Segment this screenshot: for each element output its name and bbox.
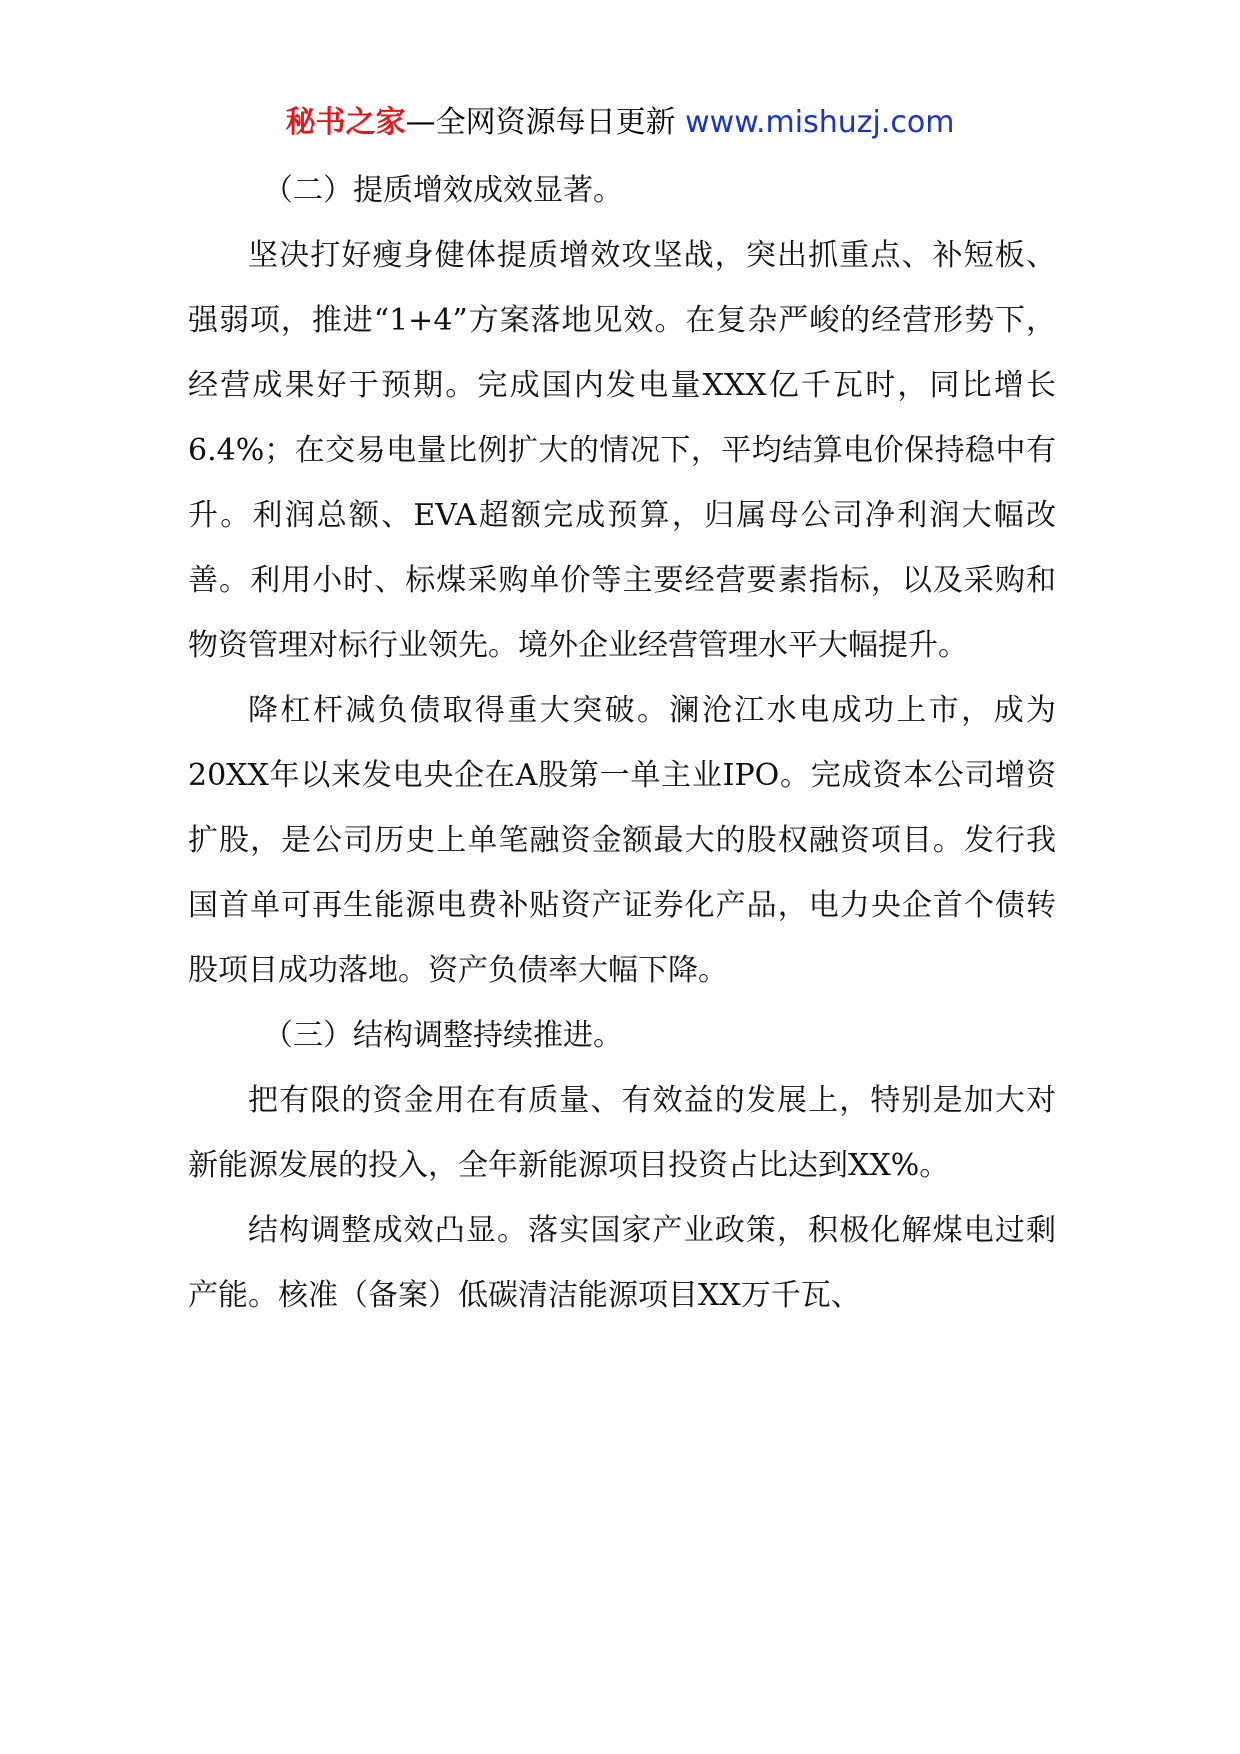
paragraph-investment: 把有限的资金用在有质量、有效益的发展上，特别是加大对新能源发展的投入，全年新能源项目投资占比达到XX%。 bbox=[188, 1083, 1056, 1183]
paragraph-deleveraging: 降杠杆减负债取得重大突破。澜沧江水电成功上市，成为20XX年以来发电央企在A股第一单主业IPO。完成资本公司增资扩股，是公司历史上单笔融资金额最大的股权融资项目。发行我国首单可再生能源电费补贴资产证券化产品，电力央企首个债转股项目成功落地。资产负债率大幅下降。 bbox=[188, 693, 1056, 988]
header-slogan: —全网资源每日更新 bbox=[405, 105, 676, 140]
paragraph-structure: 结构调整成效凸显。落实国家产业政策，积极化解煤电过剩产能。核准（备案）低碳清洁能源项目XX万千瓦、 bbox=[188, 1213, 1056, 1313]
brand-name: 秘书之家 bbox=[285, 105, 406, 140]
document-body bbox=[188, 158, 1056, 1328]
section-heading-2: （二）提质增效成效显著。 bbox=[263, 173, 623, 208]
website-link[interactable]: www.mishuzj.com bbox=[685, 105, 955, 140]
section-heading-3: （三）结构调整持续推进。 bbox=[263, 1018, 623, 1053]
page-header bbox=[0, 100, 1240, 146]
paragraph-efficiency: 坚决打好瘦身健体提质增效攻坚战，突出抓重点、补短板、强弱项，推进“1+4”方案落地见效。在复杂严峻的经营形势下，经营成果好于预期。完成国内发电量XXX亿千瓦时，同比增长6.4%；在交易电量比例扩大的情况下，平均结算电价保持稳中有升。利润总额、EVA超额完成预算，归属母公司净利润大幅改善。利用小时、标煤采购单价等主要经营要素指标，以及采购和物资管理对标行业领先。境外企业经营管理水平大幅提升。 bbox=[188, 238, 1056, 663]
